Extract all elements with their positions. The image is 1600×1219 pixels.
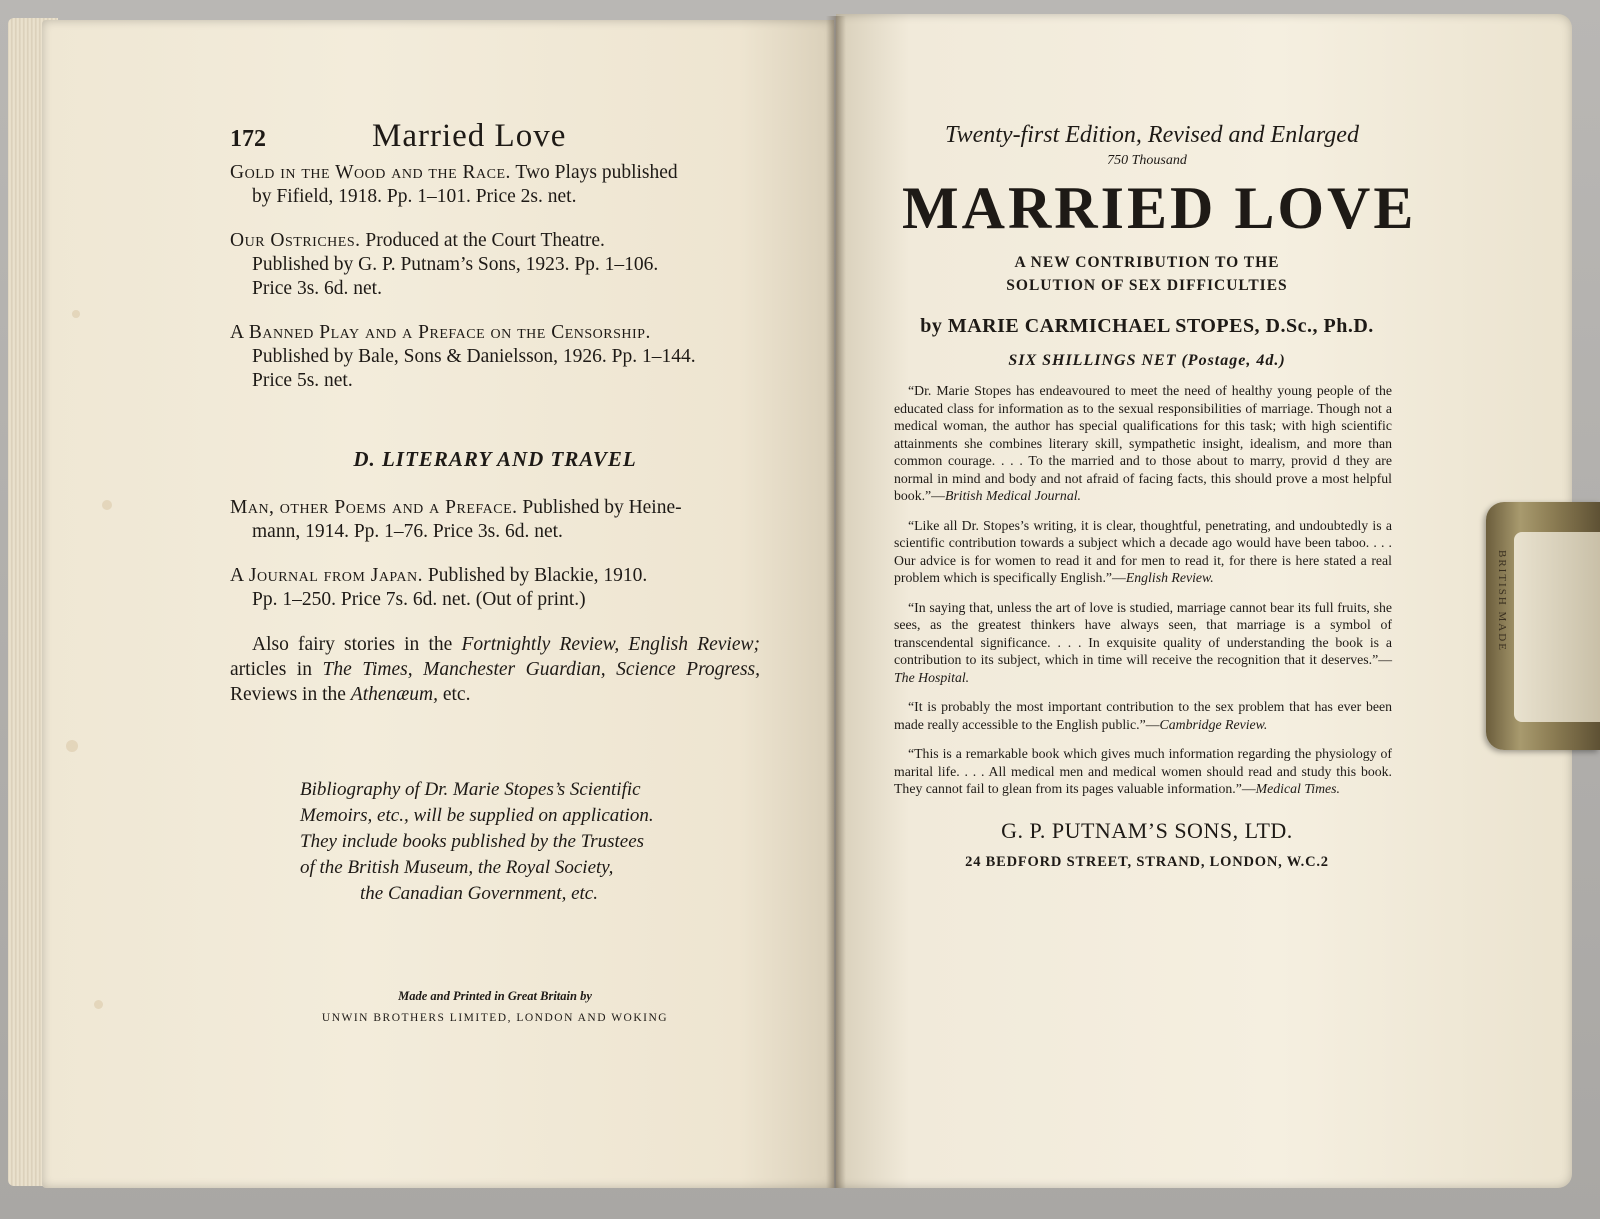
quote-text: “In saying that, unless the art of love is studied, marriage cannot bear its full fruits, she sees, as the greatest thinkers have always seen, that marriage is a symbol of transcendental significance. . . . In exquisite quality of understanding the book is a contribution to its subject, which in time will receive the recognition that it deserves.”— [894,599,1392,667]
also-text: etc. [437,684,471,705]
quote-source: The Hospital. [894,669,970,685]
author-line: by MARIE CARMICHAEL STOPES, D.Sc., Ph.D. [920,315,1374,337]
entry-text: Published by Bale, Sons & Danielsson, 1926. Pp. 1–144. [252,346,696,367]
right-page-content [894,122,1417,871]
book-title: MARRIED LOVE [902,175,1417,241]
entry-text: Published by Blackie, 1910. [423,565,648,586]
bibliography-entry [230,321,760,393]
also-italic: Fortnightly Review, English Review; [461,634,760,655]
entry-text: Pp. 1–250. Price 7s. 6d. net. (Out of print.) [252,589,586,610]
entry-text: Produced at the Court Theatre. [360,230,605,251]
bibliography-note [300,777,700,907]
subtitle-line: SOLUTION OF SEX DIFFICULTIES [1006,277,1288,294]
clip-label: BRITISH MADE [1496,550,1508,652]
review-quote [894,599,1392,687]
printer-line: Made and Printed in Great Britain by [398,989,592,1003]
running-head: Married Love [372,118,567,154]
left-page-content [230,118,760,1029]
print-run: 750 Thousand [1107,153,1187,168]
page-header [230,118,760,155]
also-italic: The Times, Manchester Guardian, Science Progress, [322,659,761,680]
entry-title: Gold in the Wood and the Race. [230,162,511,183]
review-quote [894,517,1392,587]
note-line: Bibliography of Dr. Marie Stopes’s Scientific [300,779,641,800]
review-quote [894,698,1392,733]
printer-imprint [230,985,760,1029]
entry-title: A Banned Play and a Preface on the Censorship. [230,322,651,343]
entry-title: A Journal from Japan. [230,565,424,586]
publisher-address: 24 BEDFORD STREET, STRAND, LONDON, W.C.2 [965,853,1329,870]
also-italic: Athenæum, [350,684,438,705]
entry-text: by Fifield, 1918. Pp. 1–101. Price 2s. net. [252,186,577,207]
quote-text: “Dr. Marie Stopes has endeavoured to meet the need of healthy young people of the educated class for information as to the sexual responsibilities of marriage. Though not a medical woman, the author has special qualifications for this task; with high scientific attainments she combines literary skill, sympathetic insight, idealism, and more than common courage. . . . To the married and to those about to marry, provid d they are normal in mind and body and not afraid of facing facts, this should prove a most helpful book.”— [894,383,1392,503]
quote-source: Cambridge Review. [1159,716,1268,732]
entry-text: Published by Heine- [517,497,682,518]
clip-window [1514,532,1600,722]
entry-text: Two Plays published [510,162,678,183]
foxing-spot [102,500,112,510]
note-line: of the British Museum, the Royal Society, [300,857,614,878]
publisher-name: G. P. PUTNAM’S SONS, LTD. [1001,817,1293,843]
page-number: 172 [230,126,266,152]
quote-text: “This is a remarkable book which gives much information regarding the physiology of marital life. . . . All medical men and medical women should read and study this book. They cannot fail to glean from its pages valuable information.”— [894,746,1392,796]
entry-text: Price 5s. net. [252,370,353,391]
subtitle-line: A NEW CONTRIBUTION TO THE [1014,254,1280,271]
book-subtitle [902,251,1392,297]
section-heading: D. LITERARY AND TRAVEL [353,447,637,471]
quote-source: English Review. [1125,570,1214,585]
bibliography-entry [230,564,760,612]
also-text: Also fairy stories in the [252,634,462,655]
also-text: Reviews in the [230,684,351,705]
note-line: the Canadian Government, etc. [360,883,598,904]
entry-title: Man, other Poems and a Preface. [230,497,518,518]
entry-text: mann, 1914. Pp. 1–76. Price 3s. 6d. net. [252,521,563,542]
printer-line: UNWIN BROTHERS LIMITED, LONDON AND WOKING [321,1012,669,1024]
quote-text: “Like all Dr. Stopes’s writing, it is clear, thoughtful, penetrating, and undoubtedly is a scientific contribution towards a subject which a decade ago would have been taboo. . . . Our advice is for women to read it and for men to read it, for there is here stated a real problem which is specifically English.”— [894,517,1392,585]
quote-source: Medical Times. [1255,781,1340,796]
quote-source: British Medical Journal. [944,488,1082,503]
review-quote [894,382,1392,505]
foxing-spot [66,740,78,752]
price-line: SIX SHILLINGS NET (Postage, 4d.) [1008,352,1286,369]
book-gutter [826,16,846,1188]
review-quote [894,745,1392,798]
brass-page-clip [1486,502,1600,750]
note-line: They include books published by the Trustees [300,831,645,852]
edition-line: Twenty-first Edition, Revised and Enlarged [945,122,1359,148]
entry-text: Price 3s. 6d. net. [252,278,382,299]
bibliography-entry [230,229,760,301]
foxing-spot [72,310,80,318]
quote-text: “It is probably the most important contribution to the sex problem that has ever been made really accessible to the English public.”— [894,699,1392,732]
bibliography-entry [230,161,760,209]
entry-title: Our Ostriches. [230,230,361,251]
bibliography-entry [230,496,760,544]
entry-text: Published by G. P. Putnam’s Sons, 1923. Pp. 1–106. [252,254,659,275]
foxing-spot [94,1000,103,1009]
note-line: Memoirs, etc., will be supplied on application. [300,805,654,826]
also-text: articles in [230,659,323,680]
also-paragraph [230,632,760,707]
